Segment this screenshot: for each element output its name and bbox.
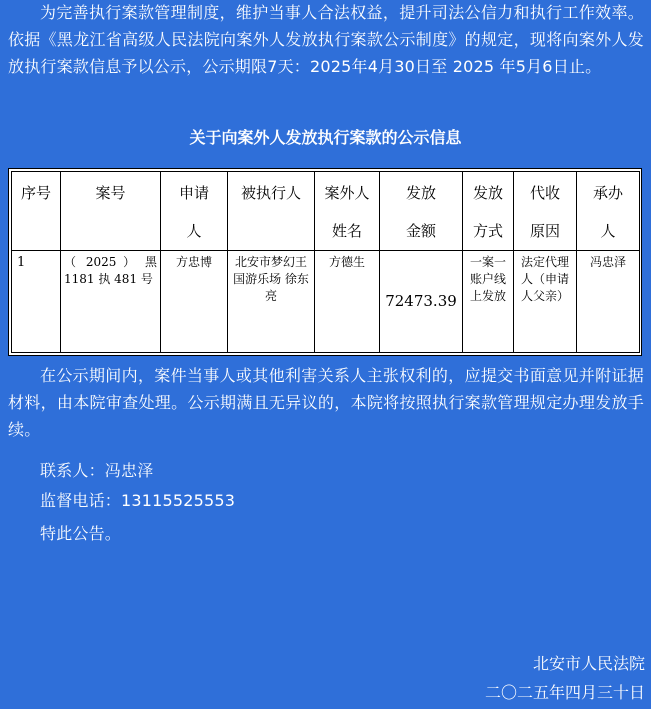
header-reason: 代收 原因 — [514, 172, 577, 251]
header-outsider: 案外人 姓名 — [315, 172, 380, 251]
table-row — [12, 251, 640, 353]
notice-table — [11, 171, 640, 353]
header-amount: 发放 金额 — [380, 172, 463, 251]
court-signature: 北安市人民法院 — [532, 654, 645, 673]
header-applicant: 申请 人 — [161, 172, 228, 251]
cell-amount: 72473.39 — [380, 251, 463, 353]
cell-applicant: 方忠博 — [161, 251, 228, 353]
cell-handler: 冯忠泽 — [577, 251, 640, 353]
notice-date: 二〇二五年四月三十日 — [484, 683, 645, 702]
notice-title: 关于向案外人发放执行案款的公示信息 — [189, 128, 462, 147]
intro-paragraph: 为完善执行案款管理制度，维护当事人合法权益，提升司法公信力和执行工作效率。依据《黑龙江省高级人民法院向案外人发放执行案款公示制度》的规定，现将向案外人发放执行案款信息予以公示，公示期限7天：2025年4月30日至 2025 年5月6日止。 — [8, 3, 644, 76]
cell-outsider: 方德生 — [315, 251, 380, 353]
notice-paragraph: 在公示期间内，案件当事人或其他利害关系人主张权利的，应提交书面意见并附证据材料，由本院审查处理。公示期满且无异议的，本院将按照执行案款管理规定办理发放手续。 — [8, 366, 644, 439]
contact-person: 联系人：冯忠泽 — [40, 461, 154, 480]
cell-reason: 法定代理人（申请人父亲） — [514, 251, 577, 353]
cell-case-no: （ 2025 ） 黑 1181 执 481 号 — [61, 251, 161, 353]
header-case-no: 案号 — [61, 172, 161, 251]
closing-text: 特此公告。 — [40, 524, 122, 543]
cell-executed: 北安市梦幻王国游乐场 徐东亮 — [228, 251, 315, 353]
cell-method: 一案一账户线上发放 — [463, 251, 514, 353]
header-seq: 序号 — [12, 172, 61, 251]
cell-seq: 1 — [12, 251, 61, 353]
header-method: 发放 方式 — [463, 172, 514, 251]
header-executed: 被执行人 — [228, 172, 315, 251]
supervision-phone: 监督电话：13115525553 — [40, 491, 236, 510]
header-handler: 承办 人 — [577, 172, 640, 251]
table-header-row — [12, 172, 640, 251]
notice-table-container — [8, 168, 642, 356]
